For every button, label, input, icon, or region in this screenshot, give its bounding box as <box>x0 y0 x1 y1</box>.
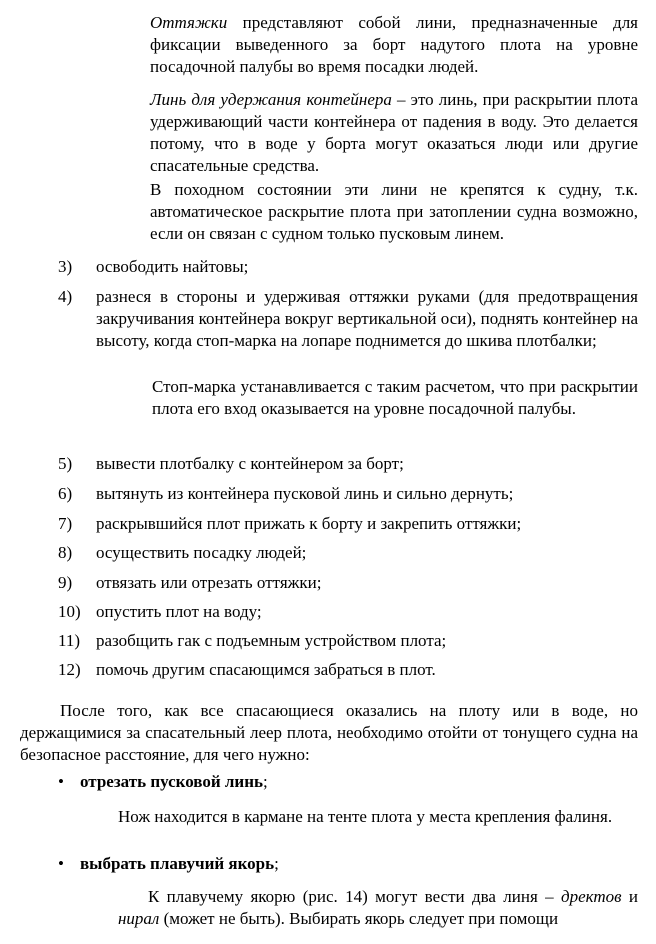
step-text: раскрывшийся плот прижать к борту и закрепить оттяжки; <box>96 514 522 533</box>
step-number: 9) <box>58 573 73 592</box>
bullet-item <box>80 771 268 793</box>
step-text: помочь другим спасающимся забраться в плот. <box>96 660 436 679</box>
step-text: освободить найтовы; <box>96 257 249 276</box>
bullet-note: Нож находится в кармане на тенте плота у места крепления фалиня. <box>118 807 613 826</box>
term-container-line: Линь для удержания контейнера <box>150 90 392 109</box>
term-drektov: дректов <box>561 887 622 906</box>
paragraph-ottyazhki-text: представляют собой лини, предназначенные для фиксации выведенного за борт надутого плота на уровне посадочной палубы во время посадки людей. <box>150 13 638 76</box>
paragraph-stowed-state: В походном состоянии эти лини не крепятся к судну, т.к. автоматическое раскрытие плота при затоплении судна возможно, если он связан с судном только пусковым линем. <box>150 180 638 243</box>
bullet-label: выбрать плавучий якорь <box>80 854 275 873</box>
term-niral: нирал <box>118 909 160 928</box>
step-number: 11) <box>58 631 81 650</box>
bullet-punct: ; <box>274 854 279 873</box>
step4-note: Стоп-марка устанавливается с таким расчетом, что при раскрытии плота его вход оказывается на уровне посадочной палубы. <box>152 377 638 418</box>
step-text: вытянуть из контейнера пусковой линь и сильно дернуть; <box>96 484 514 503</box>
term-ottyazhki: Оттяжки <box>150 13 228 32</box>
step-text: вывести плотбалку с контейнером за борт; <box>96 454 404 473</box>
bullet-icon: • <box>58 772 64 791</box>
step-text: опустить плот на воду; <box>96 602 262 621</box>
anchor-text-c: (может не быть). Выбирать якорь следует при помощи <box>159 909 559 928</box>
step-number: 7) <box>58 514 73 533</box>
anchor-text-a: К плавучему якорю (рис. 14) могут вести два линя – <box>148 887 561 906</box>
anchor-text-b: и <box>621 887 638 906</box>
step-text: осуществить посадку людей; <box>96 543 307 562</box>
step-number: 5) <box>58 454 73 473</box>
bullet-punct: ; <box>263 772 268 791</box>
step-number: 12) <box>58 660 81 679</box>
step-text: разнеся в стороны и удерживая оттяжки руками (для предотвращения закручивания контейнера вокруг вертикальной оси), поднять контейнер на высоту, когда стоп-марка на лопаре поднимется до шкива плотбалки; <box>96 287 638 350</box>
step-text: разобщить гак с подъемным устройством плота; <box>96 631 447 650</box>
step-text: отвязать или отрезать оттяжки; <box>96 573 322 592</box>
step-number: 6) <box>58 484 73 503</box>
paragraph-after-boarding: После того, как все спасающиеся оказались на плоту или в воде, но держащимися за спасательный леер плота, необходимо отойти от тонущего судна на безопасное расстояние, для чего нужно: <box>20 701 638 764</box>
step-number: 4) <box>58 287 73 306</box>
paragraph-container-line <box>150 89 638 177</box>
paragraph-container-line-text: – это линь, при раскрытии плота удерживающий части контейнера от падения в воду. Это делается потому, что в воде у борта могут оказаться люди или другие спасательные средства. <box>150 90 638 175</box>
step-number: 8) <box>58 543 73 562</box>
step-number: 3) <box>58 257 73 276</box>
bullet-item <box>80 853 279 875</box>
anchor-paragraph <box>118 886 638 930</box>
bullet-icon: • <box>58 854 64 873</box>
bullet-label: отрезать пусковой линь <box>80 772 264 791</box>
paragraph-ottyazhki <box>150 12 638 78</box>
step-number: 10) <box>58 602 81 621</box>
